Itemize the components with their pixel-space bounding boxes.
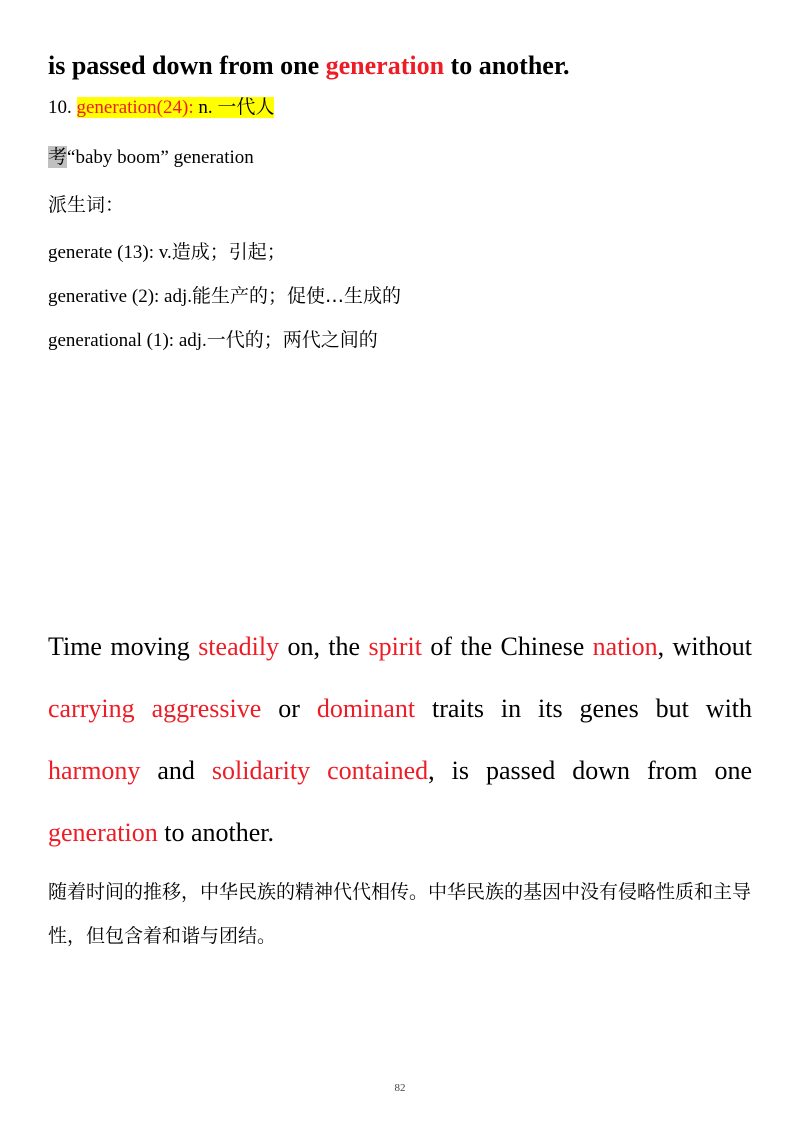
passage-keyword: steadily xyxy=(198,632,280,661)
passage-text: traits in its genes but with xyxy=(415,694,753,723)
heading-keyword: generation xyxy=(325,51,445,80)
entry-colon: : xyxy=(188,97,194,118)
derived-word: generational (1): adj. xyxy=(48,330,207,351)
passage-text: of the Chinese xyxy=(421,632,593,661)
heading-text-2: to another. xyxy=(444,51,570,80)
derived-word: generative (2): adj. xyxy=(48,286,193,307)
derived-word-item xyxy=(48,238,286,267)
passage-text: and xyxy=(140,756,212,785)
page-heading xyxy=(48,48,768,84)
passage-keyword: contained xyxy=(327,756,429,785)
derived-meaning: 能生产的；促使…生成的 xyxy=(192,285,402,307)
passage-text: on, the xyxy=(279,632,369,661)
exam-marker: 考 xyxy=(48,146,68,168)
passage-keyword: generation xyxy=(48,818,158,847)
passage-keyword: carrying xyxy=(48,694,135,723)
passage-text: , without xyxy=(657,632,753,661)
entry-number: 10. xyxy=(48,97,77,118)
derived-meaning: 造成；引起； xyxy=(171,241,286,263)
passage-keyword: harmony xyxy=(48,756,141,785)
passage-text: to another. xyxy=(157,818,274,847)
exam-note-line xyxy=(48,143,254,172)
vocab-entry-title xyxy=(48,94,274,122)
entry-word: generation(24) xyxy=(76,97,189,118)
passage-keyword: solidarity xyxy=(211,756,311,785)
chinese-translation: 随着时间的推移，中华民族的精神代代相传。中华民族的基因中没有侵略性质和主导性，但包含着和谐与团结。 xyxy=(48,881,752,947)
passage-text xyxy=(135,694,152,723)
page-number: 82 xyxy=(394,1082,406,1094)
derived-word: generate (13): v. xyxy=(48,242,172,263)
passage-keyword: dominant xyxy=(316,694,416,723)
derived-words-label: 派生词： xyxy=(48,194,125,216)
entry-definition: n. 一代人 xyxy=(193,97,275,118)
heading-text-1: is passed down from one xyxy=(48,51,326,80)
entry-highlight xyxy=(77,97,275,118)
passage-keyword: spirit xyxy=(368,632,422,661)
derived-word-item xyxy=(48,326,378,355)
english-passage xyxy=(48,616,752,864)
passage-text xyxy=(310,756,327,785)
derived-meaning: 一代的；两代之间的 xyxy=(206,329,378,351)
exam-note-text: “baby boom” generation xyxy=(67,147,254,168)
passage-keyword: nation xyxy=(592,632,658,661)
derived-word-item xyxy=(48,282,401,311)
passage-keyword: aggressive xyxy=(151,694,262,723)
passage-text: or xyxy=(261,694,317,723)
passage-text: , is passed down from one xyxy=(428,756,753,785)
passage-text: Time moving xyxy=(48,632,199,661)
